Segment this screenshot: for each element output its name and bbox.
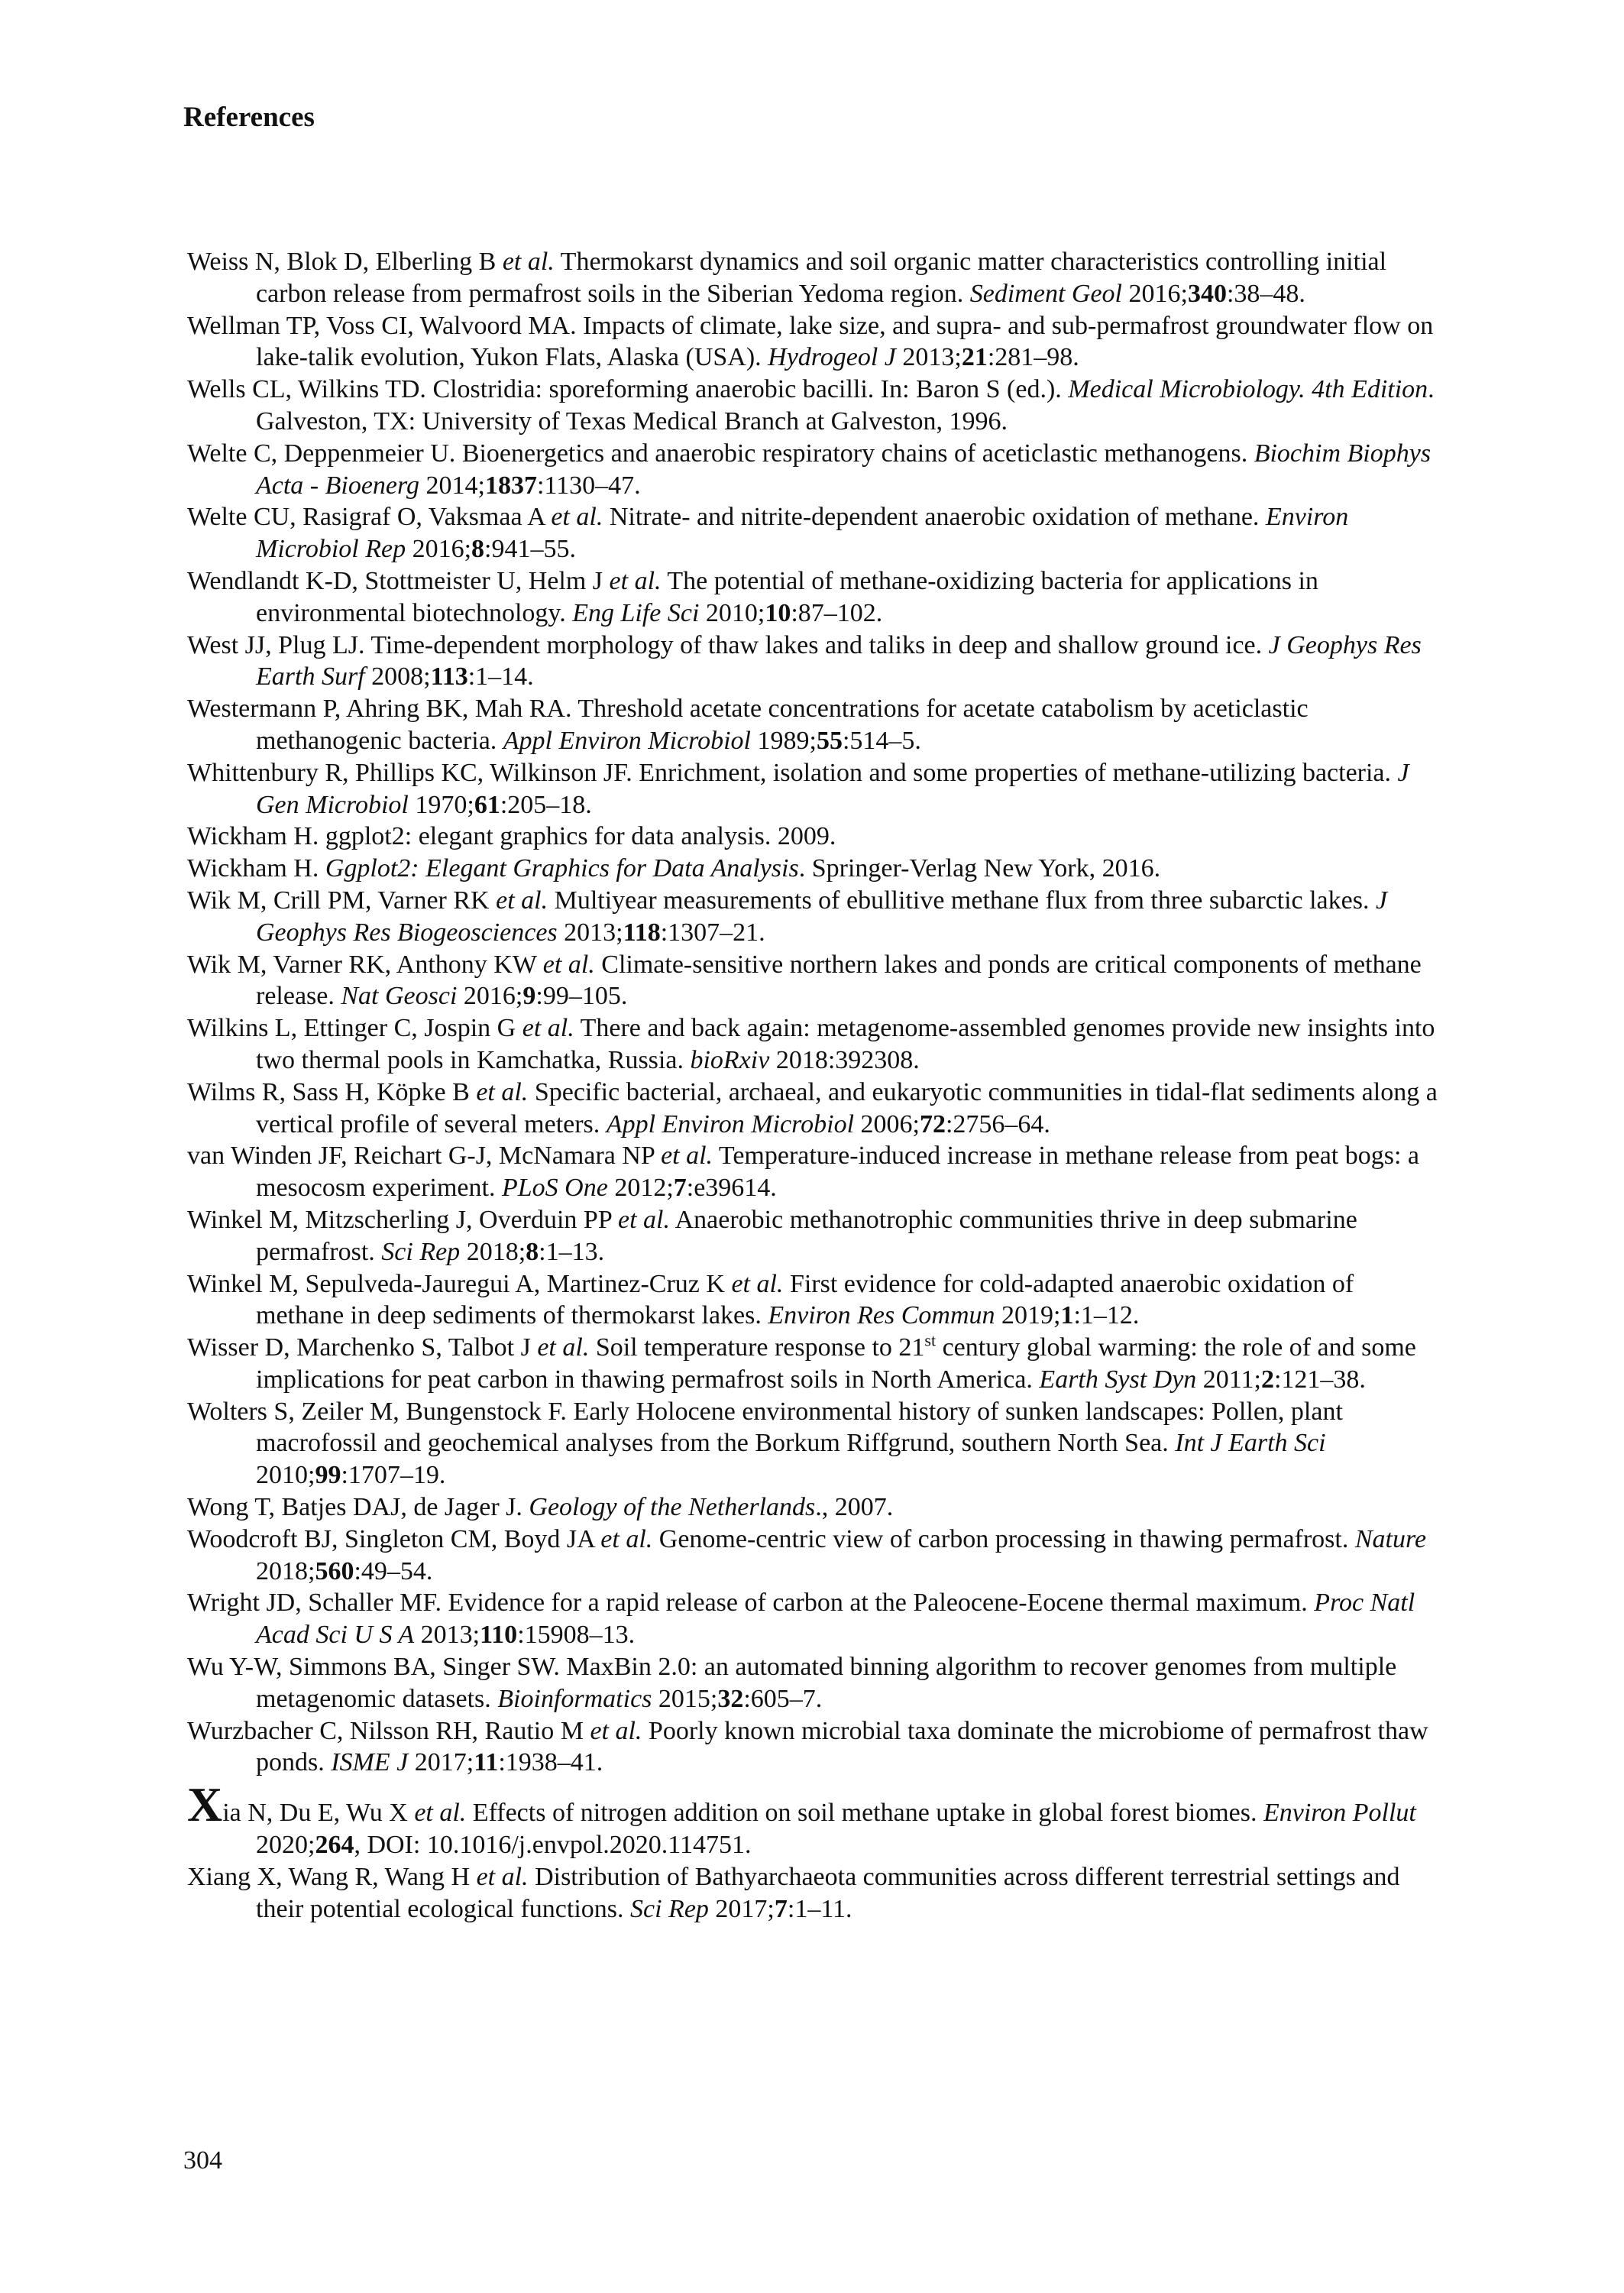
reference-title: Evidence for a rapid release of carbon at the Paleocene-Eocene thermal maximum.	[442, 1589, 1315, 1618]
reference-et-al: et al.	[618, 1205, 670, 1234]
reference-authors: Wellman TP, Voss CI, Walvoord MA.	[187, 311, 577, 340]
reference-pages: :2756–64.	[945, 1109, 1050, 1138]
reference-pages: :1130–47.	[536, 471, 641, 500]
reference-authors: Woodcroft BJ, Singleton CM, Boyd JA	[187, 1524, 601, 1553]
reference-authors: Wong T, Batjes DAJ, de Jager J.	[187, 1493, 522, 1522]
reference-pages: :1307–21.	[660, 918, 765, 947]
reference-authors: Wik M, Crill PM, Varner RK	[187, 886, 497, 915]
reference-title: Soil temperature response to 21	[589, 1333, 925, 1362]
reference-year: 2013;	[557, 918, 623, 947]
reference-year: 2006;	[854, 1109, 920, 1138]
reference-journal: Hydrogeol J	[768, 343, 896, 372]
reference-journal: Medical Microbiology. 4th Edition	[1068, 375, 1428, 404]
reference-journal: Eng Life Sci	[572, 598, 700, 627]
reference-pages: :1–13.	[539, 1237, 605, 1266]
reference-title: Enrichment, isolation and some properties of methane-utilizing bacteria.	[632, 758, 1398, 787]
reference-year: 2016;	[1121, 279, 1188, 308]
reference-authors: Xiang X, Wang R, Wang H	[187, 1862, 477, 1891]
reference-entry	[187, 949, 1440, 1013]
reference-year: 1970;	[408, 790, 474, 819]
reference-year: 2008;	[364, 662, 431, 691]
reference-volume: 32	[717, 1684, 744, 1713]
reference-et-al: et al.	[414, 1799, 467, 1828]
reference-year: 2010;	[699, 598, 765, 627]
reference-volume: 7	[673, 1174, 687, 1203]
reference-title: Bioenergetics and anaerobic respiratory chains of aceticlastic methanogens.	[455, 439, 1254, 468]
reference-pages: . Galveston, TX: University of Texas Medical Branch at Galveston, 1996.	[256, 375, 1435, 436]
reference-authors: Whittenbury R, Phillips KC, Wilkinson JF.	[187, 758, 632, 787]
reference-pages: . Springer-Verlag New York, 2016.	[798, 854, 1161, 883]
reference-entry	[187, 885, 1440, 949]
reference-journal: Proc Natl Acad Sci U S A	[256, 1589, 1415, 1650]
reference-title: Threshold acetate concentrations for acetate catabolism by aceticlastic methanogenic bacteria.	[256, 695, 1309, 755]
reference-year: 2012;	[607, 1174, 674, 1203]
page-number: 304	[183, 2146, 222, 2175]
reference-pages: :49–54.	[354, 1556, 433, 1585]
reference-journal: Geology of the Netherlands	[529, 1493, 816, 1522]
reference-entry	[187, 1777, 1440, 1861]
reference-journal: PLoS One	[501, 1174, 608, 1203]
reference-journal: Sci Rep	[630, 1894, 709, 1923]
reference-volume: 7	[774, 1894, 788, 1923]
reference-volume: 340	[1187, 279, 1227, 308]
reference-volume: 21	[961, 343, 988, 372]
reference-title: Time-dependent morphology of thaw lakes and taliks in deep and shallow ground ice.	[364, 630, 1269, 659]
reference-journal: Sediment Geol	[969, 279, 1122, 308]
reference-entry	[187, 1491, 1440, 1524]
reference-entry	[187, 1651, 1440, 1715]
reference-pages: :38–48.	[1226, 279, 1305, 308]
reference-journal: Int J Earth Sci	[1175, 1429, 1326, 1458]
reference-et-al: et al.	[590, 1716, 642, 1745]
reference-journal: Environ Res Commun	[768, 1301, 995, 1330]
reference-volume: 9	[522, 982, 536, 1011]
reference-title: Temperature-induced increase in methane release from peat bogs: a mesocosm experiment.	[256, 1142, 1420, 1203]
reference-authors: West JJ, Plug LJ.	[187, 630, 365, 659]
reference-volume: 72	[919, 1109, 946, 1138]
reference-pages: :1938–41.	[498, 1748, 603, 1777]
reference-title: Clostridia: sporeforming anaerobic bacilli. In: Baron S (ed.).	[425, 375, 1069, 404]
reference-et-al: et al.	[496, 886, 548, 915]
reference-authors: Westermann P, Ahring BK, Mah RA.	[187, 695, 572, 724]
reference-list	[187, 246, 1440, 1925]
reference-authors: van Winden JF, Reichart G-J, McNamara NP	[187, 1142, 662, 1171]
reference-volume: 560	[315, 1556, 354, 1585]
reference-year: 2017;	[708, 1894, 775, 1923]
reference-entry	[187, 1396, 1440, 1491]
reference-year: 2020;	[256, 1831, 315, 1860]
reference-year: 2019;	[995, 1301, 1061, 1330]
reference-title	[319, 854, 325, 883]
page-heading: References	[183, 102, 315, 133]
reference-volume: 99	[315, 1461, 341, 1490]
reference-year: 2018:392308.	[769, 1045, 920, 1074]
reference-entry	[187, 501, 1440, 565]
reference-et-al: et al.	[600, 1524, 653, 1553]
reference-year: 2014;	[419, 471, 485, 500]
reference-volume: 61	[474, 790, 500, 819]
reference-authors: Welte C, Deppenmeier U.	[187, 439, 456, 468]
reference-et-al: et al.	[609, 566, 662, 595]
reference-authors: Weiss N, Blok D, Elberling B	[187, 248, 503, 276]
reference-entry	[187, 1012, 1440, 1077]
reference-title-continued: century global warming: the role of and some implications for peat carbon in thawing permafrost soils in North America.	[256, 1333, 1416, 1394]
reference-entry	[187, 693, 1440, 757]
reference-pages: :941–55.	[484, 535, 576, 564]
reference-journal: Environ Microbiol Rep	[256, 503, 1349, 564]
reference-entry	[187, 1861, 1440, 1925]
reference-authors: Wickham H.	[187, 822, 319, 851]
reference-year: 2013;	[414, 1621, 480, 1650]
reference-year: 2013;	[895, 343, 962, 372]
reference-entry	[187, 1587, 1440, 1651]
reference-et-al: et al.	[476, 1077, 529, 1106]
reference-pages: :87–102.	[791, 598, 883, 627]
reference-volume: 2	[1260, 1365, 1274, 1394]
reference-et-al: et al.	[661, 1142, 713, 1171]
reference-pages: :205–18.	[500, 790, 592, 819]
reference-pages: ., 2007.	[815, 1493, 894, 1522]
reference-entry	[187, 565, 1440, 630]
reference-journal: Appl Environ Microbiol	[503, 726, 751, 755]
reference-title: Anaerobic methanotrophic communities thrive in deep submarine permafrost.	[256, 1205, 1357, 1266]
reference-et-al: et al.	[476, 1862, 529, 1891]
reference-authors: Wolters S, Zeiler M, Bungenstock F.	[187, 1397, 567, 1426]
reference-journal: Bioinformatics	[497, 1684, 652, 1713]
reference-journal: Sci Rep	[381, 1237, 461, 1266]
reference-journal: Earth Syst Dyn	[1039, 1365, 1197, 1394]
reference-title: There and back again: metagenome-assembled genomes provide new insights into two thermal pools in Kamchatka, Russia.	[256, 1014, 1435, 1074]
reference-title: Nitrate- and nitrite-dependent anaerobic oxidation of methane.	[603, 503, 1266, 532]
reference-volume: 110	[480, 1621, 518, 1650]
reference-title: Genome-centric view of carbon processing in thawing permafrost.	[652, 1524, 1355, 1553]
reference-volume: 10	[765, 598, 791, 627]
reference-year: 1989;	[751, 726, 817, 755]
reference-pages: :99–105.	[535, 982, 628, 1011]
reference-authors: Winkel M, Sepulveda-Jauregui A, Martinez-Cruz K	[187, 1269, 732, 1298]
reference-entry	[187, 1268, 1440, 1333]
reference-authors: Wilkins L, Ettinger C, Jospin G	[187, 1014, 522, 1043]
reference-authors: Winkel M, Mitzscherling J, Overduin PP	[187, 1205, 618, 1234]
reference-pages: :15908–13.	[517, 1621, 636, 1650]
reference-entry	[187, 1204, 1440, 1268]
reference-title: Specific bacterial, archaeal, and eukaryotic communities in tidal-flat sediments along a vertical profile of several meters.	[256, 1077, 1438, 1138]
reference-title: ggplot2: elegant graphics for data analysis. 2009.	[319, 822, 836, 851]
reference-year: 2018;	[256, 1556, 315, 1585]
reference-et-al: et al.	[542, 950, 595, 979]
reference-title: First evidence for cold-adapted anaerobic oxidation of methane in deep sediments of thermokarst lakes.	[256, 1269, 1354, 1330]
reference-authors: ia N, Du E, Wu X	[222, 1799, 415, 1828]
reference-entry	[187, 757, 1440, 821]
reference-et-al: et al.	[522, 1014, 574, 1043]
reference-entry	[187, 310, 1440, 374]
reference-entry	[187, 246, 1440, 310]
reference-volume: 55	[816, 726, 843, 755]
reference-year: 2018;	[460, 1237, 526, 1266]
reference-year: 2017;	[408, 1748, 474, 1777]
reference-title: The potential of methane-oxidizing bacteria for applications in environmental biotechnology.	[256, 566, 1318, 627]
reference-entry	[187, 853, 1440, 885]
reference-volume: 8	[471, 535, 485, 564]
reference-authors: Wilms R, Sass H, Köpke B	[187, 1077, 477, 1106]
reference-title: MaxBin 2.0: an automated binning algorithm to recover genomes from multiple metagenomic datasets.	[256, 1653, 1397, 1713]
drop-cap: X	[187, 1777, 223, 1832]
reference-et-al: et al.	[502, 248, 555, 276]
reference-journal: Nature	[1354, 1524, 1427, 1553]
reference-entry	[187, 630, 1440, 694]
reference-entry	[187, 1524, 1440, 1588]
reference-pages: :1–11.	[787, 1894, 852, 1923]
reference-authors: Wisser D, Marchenko S, Talbot J	[187, 1333, 538, 1362]
reference-authors: Wells CL, Wilkins TD.	[187, 375, 426, 404]
reference-year: 2011;	[1196, 1365, 1261, 1394]
reference-journal: Nat Geosci	[341, 982, 458, 1011]
reference-title: Effects of nitrogen addition on soil methane uptake in global forest biomes.	[466, 1799, 1263, 1828]
reference-et-al: et al.	[731, 1269, 784, 1298]
reference-title: Early Holocene environmental history of sunken landscapes: Pollen, plant macrofossil and geochemical analyses from the Borkum Riffgrund, southern North Sea.	[256, 1397, 1343, 1458]
reference-title: Thermokarst dynamics and soil organic matter characteristics controlling initial carbon release from permafrost soils in the Siberian Yedoma region.	[256, 248, 1387, 308]
reference-title: Poorly known microbial taxa dominate the microbiome of permafrost thaw ponds.	[256, 1716, 1428, 1777]
reference-title: Impacts of climate, lake size, and supra- and sub-permafrost groundwater flow on lake-talik evolution, Yukon Flats, Alaska (USA).	[256, 311, 1434, 372]
reference-et-al: et al.	[551, 503, 603, 532]
reference-authors: Wu Y-W, Simmons BA, Singer SW.	[187, 1653, 560, 1682]
reference-pages: :e39614.	[686, 1174, 777, 1203]
reference-title: Distribution of Bathyarchaeota communities across different terrestrial settings and their potential ecological functions.	[256, 1862, 1400, 1923]
reference-superscript: st	[924, 1330, 937, 1350]
reference-journal: Appl Environ Microbiol	[606, 1109, 855, 1138]
reference-authors: Wurzbacher C, Nilsson RH, Rautio M	[187, 1716, 590, 1745]
reference-volume: 264	[315, 1831, 354, 1860]
reference-entry	[187, 1332, 1440, 1396]
reference-year: 2010;	[256, 1461, 315, 1490]
reference-entry	[187, 1715, 1440, 1780]
reference-journal: Ggplot2: Elegant Graphics for Data Analysis	[325, 854, 799, 883]
reference-volume: 8	[526, 1237, 539, 1266]
reference-pages: :281–98.	[987, 343, 1079, 372]
reference-pages: :121–38.	[1273, 1365, 1366, 1394]
reference-entry	[187, 1140, 1440, 1204]
reference-year: 2015;	[652, 1684, 718, 1713]
reference-entry	[187, 1077, 1440, 1141]
reference-entry	[187, 374, 1440, 438]
reference-pages: :605–7.	[743, 1684, 823, 1713]
reference-volume: 118	[623, 918, 661, 947]
reference-pages: :1–14.	[467, 662, 534, 691]
reference-volume: 11	[474, 1748, 499, 1777]
reference-journal: ISME J	[331, 1748, 409, 1777]
reference-authors: Wright JD, Schaller MF.	[187, 1589, 442, 1618]
reference-pages: :1707–19.	[341, 1461, 446, 1490]
reference-year: 2016;	[406, 535, 472, 564]
reference-title: Climate-sensitive northern lakes and ponds are critical components of methane release.	[256, 950, 1422, 1011]
reference-journal: J Geophys Res Earth Surf	[256, 630, 1422, 691]
reference-authors: Welte CU, Rasigraf O, Vaksmaa A	[187, 503, 552, 532]
reference-entry	[187, 821, 1440, 853]
reference-pages: :514–5.	[842, 726, 921, 755]
reference-title: Multiyear measurements of ebullitive methane flux from three subarctic lakes.	[548, 886, 1376, 915]
reference-journal: Biochim Biophys Acta - Bioenerg	[256, 439, 1432, 500]
reference-volume: 1837	[484, 471, 537, 500]
reference-journal: J Gen Microbiol	[256, 758, 1409, 819]
reference-journal: J Geophys Res Biogeosciences	[256, 886, 1388, 947]
reference-volume: 1	[1060, 1301, 1074, 1330]
reference-authors: Wendlandt K-D, Stottmeister U, Helm J	[187, 566, 610, 595]
reference-pages: , DOI: 10.1016/j.envpol.2020.114751.	[354, 1831, 752, 1860]
reference-journal: bioRxiv	[690, 1045, 770, 1074]
reference-authors: Wik M, Varner RK, Anthony KW	[187, 950, 543, 979]
reference-authors: Wickham H.	[187, 854, 319, 883]
reference-entry	[187, 438, 1440, 502]
reference-pages: :1–12.	[1073, 1301, 1140, 1330]
reference-journal: Environ Pollut	[1263, 1799, 1416, 1828]
reference-volume: 113	[430, 662, 468, 691]
reference-year: 2016;	[457, 982, 523, 1011]
reference-et-al: et al.	[537, 1333, 590, 1362]
